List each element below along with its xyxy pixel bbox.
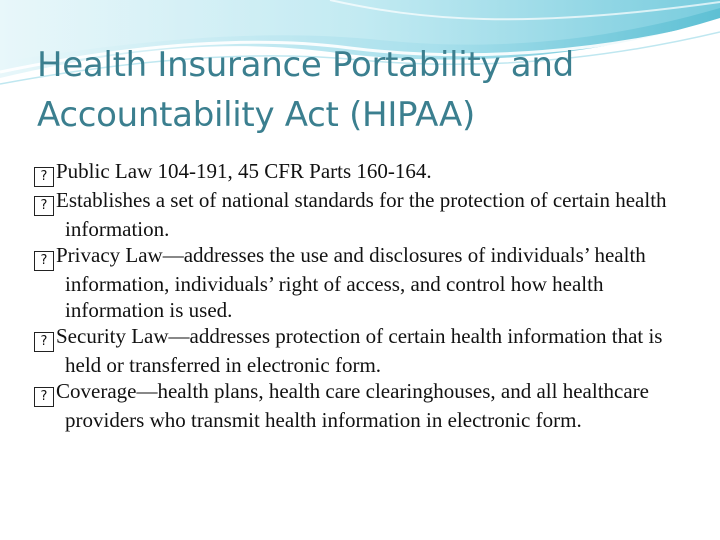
bullet-list	[34, 158, 694, 433]
bullet-marker-icon: ?	[34, 167, 54, 187]
bullet-marker-icon: ?	[34, 196, 54, 216]
bullet-item	[34, 242, 694, 323]
bullet-text: Security Law—addresses protection of certain health information that is held or transferred in electronic form.	[56, 324, 663, 377]
slide-title-line-2: Accountability Act (HIPAA)	[37, 95, 475, 135]
bullet-marker-icon: ?	[34, 332, 54, 352]
bullet-marker-icon: ?	[34, 251, 54, 271]
bullet-item	[34, 187, 694, 242]
bullet-item	[34, 158, 694, 187]
slide-title-line-1: Health Insurance Portability and	[37, 45, 574, 85]
bullet-text: Coverage—health plans, health care clearinghouses, and all healthcare providers who transmit health information in electronic form.	[56, 379, 649, 432]
bullet-marker-icon: ?	[34, 387, 54, 407]
bullet-text: Establishes a set of national standards for the protection of certain health information.	[56, 188, 667, 241]
bullet-text: Privacy Law—addresses the use and disclosures of individuals’ health information, individuals’ right of access, and control how health information is used.	[56, 243, 646, 322]
slide-title	[37, 40, 697, 140]
bullet-item	[34, 378, 694, 433]
bullet-text: Public Law 104-191, 45 CFR Parts 160-164.	[56, 159, 432, 183]
bullet-item	[34, 323, 694, 378]
